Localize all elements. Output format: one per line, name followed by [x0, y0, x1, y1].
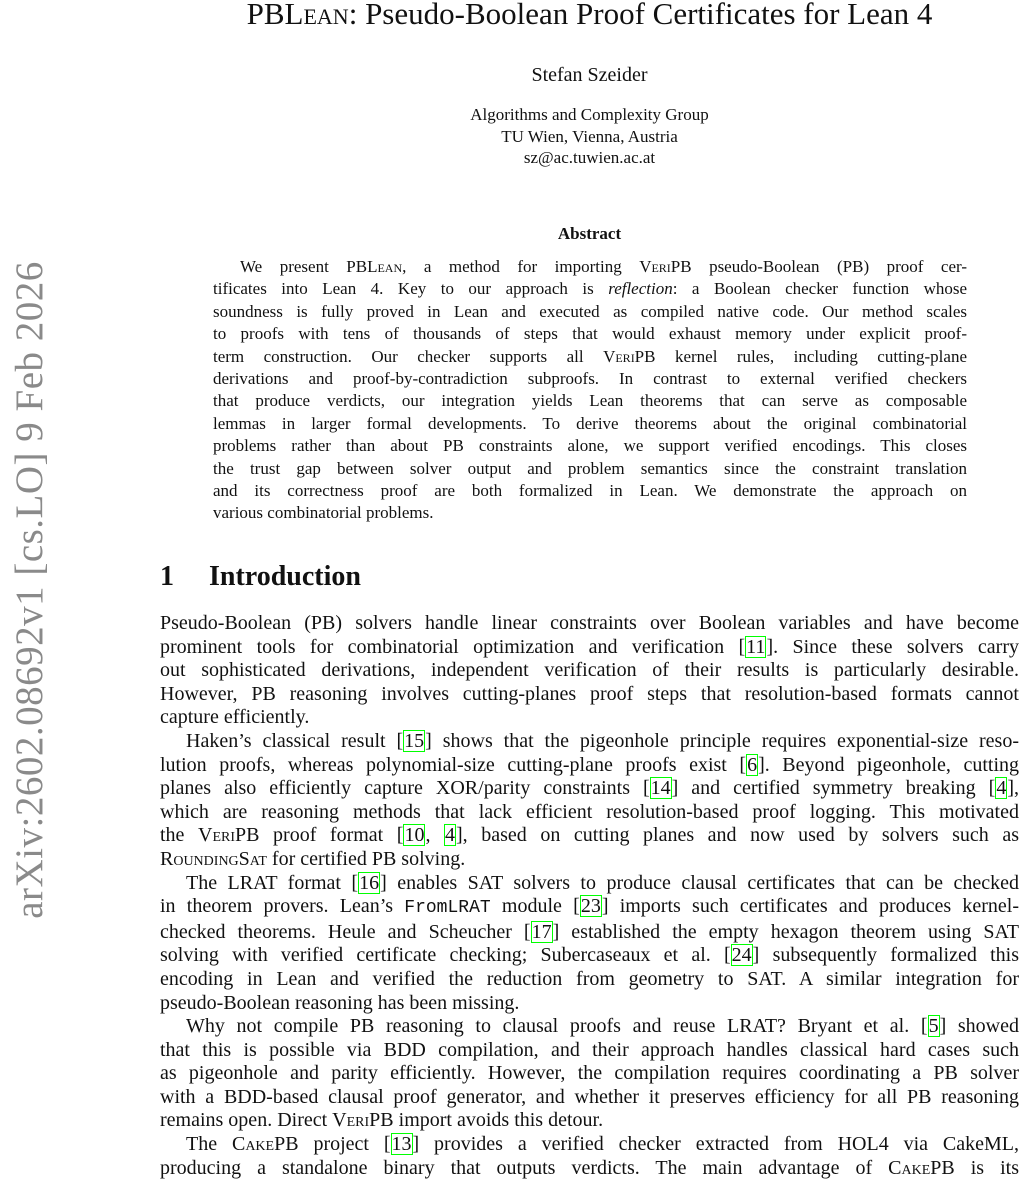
affiliation-group: Algorithms and Complexity Group — [470, 105, 709, 124]
text-run: ] subsequently formalized this — [752, 944, 1019, 967]
text-run: module [ — [490, 895, 580, 918]
text-run: remains open. Direct — [160, 1109, 333, 1132]
affiliation-institution: TU Wien, Vienna, Austria — [501, 126, 678, 146]
text-run: ] enables SAT solvers to produce clausal certificates that can be checked — [380, 871, 1019, 894]
text-run: to proofs with tens of thousands of steps that would exhaust memory under explicit proof- — [213, 324, 967, 344]
smallcaps-name: CakePB — [888, 1156, 955, 1179]
text-run: ]. Beyond pigeonhole, cutting — [758, 753, 1019, 776]
abstract-heading: Abstract — [557, 224, 622, 243]
citation-link[interactable]: 16 — [359, 871, 380, 894]
text-run: planes also efficiently capture XOR/parity constraints [ — [160, 777, 650, 800]
body-text — [160, 612, 1019, 1180]
text-line — [160, 612, 1019, 636]
paper-title — [160, 0, 1019, 32]
text-line — [160, 824, 1019, 848]
text-run: project [ — [298, 1133, 391, 1156]
text-line — [160, 777, 1019, 801]
text-run: encoding in Lean and verified the reduction from geometry to SAT. A similar integration for — [160, 967, 1019, 990]
text-run: various combinatorial problems. — [213, 503, 434, 523]
text-run: that produce verdicts, our integration yields Lean theorems that can serve as composable — [213, 391, 967, 411]
citation-link[interactable]: 10 — [404, 824, 425, 847]
text-run: prominent tools for combinatorial optimization and verification [ — [160, 635, 746, 658]
text-run: ]. Since these solvers carry — [766, 635, 1019, 658]
text-run: kernel rules, including cutting-plane — [655, 346, 967, 366]
text-run: ], — [1007, 777, 1019, 800]
title-smallcaps: Lean — [284, 0, 349, 31]
text-run: : a Boolean checker function whose — [672, 279, 968, 299]
text-line — [160, 1039, 1019, 1063]
text-run: the — [160, 824, 198, 847]
text-run: ] provides a verified checker extracted from HOL4 via CakeML, — [412, 1133, 1019, 1156]
paragraph — [160, 730, 1019, 872]
text-run: derivations and proof-by-contradiction subproofs. In contrast to external verified checkers — [213, 369, 967, 389]
title-prefix: PB — [246, 0, 285, 31]
text-run: However, PB reasoning involves cutting-planes proof steps that resolution-based formats cannot — [160, 682, 1019, 705]
text-line — [213, 390, 967, 412]
text-line — [160, 636, 1019, 660]
citation-link[interactable]: 4 — [445, 824, 456, 847]
section-title: Introduction — [209, 561, 361, 592]
text-line — [160, 872, 1019, 896]
text-line — [213, 480, 967, 502]
text-run: pseudo-Boolean reasoning has been missing. — [160, 991, 520, 1014]
citation-link[interactable]: 13 — [391, 1133, 412, 1156]
citation-link[interactable]: 23 — [580, 895, 601, 918]
text-run: producing a standalone binary that outputs verdicts. The main advantage of — [160, 1156, 889, 1179]
text-run: is its — [954, 1156, 1019, 1179]
text-run: ] imports such certificates and produces kernel- — [601, 895, 1019, 918]
smallcaps-name: CakePB — [231, 1133, 299, 1156]
text-run: that this is possible via BDD compilation, and their approach handles classical hard cases such — [160, 1038, 1019, 1061]
text-run: checked theorems. Heule and Scheucher [ — [160, 920, 531, 943]
author-email: sz@ac.tuwien.ac.at — [523, 148, 656, 167]
text-run: , — [425, 824, 445, 847]
text-line — [213, 301, 967, 323]
text-run: ] and certified symmetry breaking [ — [671, 777, 996, 800]
text-run: in theorem provers. Lean’s — [160, 895, 405, 918]
text-run: the trust gap between solver output and problem semantics since the constraint translation — [213, 458, 967, 478]
text-run: import avoids this detour. — [393, 1109, 604, 1132]
text-line — [213, 502, 967, 524]
text-run: tificates into Lean 4. Key to our approach is — [213, 279, 609, 299]
abstract-text — [213, 256, 967, 525]
emphasis: reflection — [608, 279, 673, 299]
text-line — [160, 1086, 1019, 1110]
citation-link[interactable]: 6 — [747, 753, 758, 776]
citation-link[interactable]: 11 — [746, 635, 766, 658]
text-line — [213, 256, 967, 278]
text-line — [160, 801, 1019, 825]
text-line — [160, 754, 1019, 778]
text-line — [160, 992, 1019, 1016]
citation-link[interactable]: 17 — [531, 920, 552, 943]
affiliation — [160, 104, 1019, 169]
text-run: Pseudo-Boolean (PB) solvers handle linear constraints over Boolean variables and have become — [160, 612, 1019, 634]
text-run: as pigeonhole and parity efficiently. However, the compilation requires coordinating a PB solver — [160, 1062, 1019, 1085]
citation-link[interactable]: 14 — [650, 777, 671, 800]
text-run: term construction. Our checker supports all — [213, 346, 604, 366]
text-line — [160, 683, 1019, 707]
code-name: FromLRAT — [404, 898, 491, 919]
text-line — [160, 659, 1019, 683]
text-run: ] established the empty hexagon theorem using SAT — [552, 920, 1019, 943]
text-run: ] showed — [939, 1015, 1019, 1038]
text-run: for certified PB solving. — [266, 847, 466, 870]
smallcaps-name: VeriPB — [332, 1109, 394, 1132]
text-run: ] shows that the pigeonhole principle requires exponential-size reso- — [425, 729, 1019, 752]
text-run: proof format [ — [259, 824, 404, 847]
text-line — [160, 706, 1019, 730]
text-run: lution proofs, whereas polynomial-size cutting-plane proofs exist [ — [160, 753, 747, 776]
citation-link[interactable]: 15 — [404, 729, 425, 752]
paragraph — [160, 1015, 1019, 1133]
text-run: solving with verified certificate checking; Subercaseaux et al. [ — [160, 944, 731, 967]
text-run: pseudo-Boolean (PB) proof cer- — [691, 257, 967, 276]
text-run: We present PB — [240, 257, 368, 276]
section-heading — [160, 560, 361, 594]
paragraph — [160, 1133, 1019, 1180]
text-run: Haken’s classical result [ — [186, 729, 404, 752]
text-line — [160, 730, 1019, 754]
text-run: and its correctness proof are both formalized in Lean. We demonstrate the approach on — [213, 481, 967, 501]
text-run: soundness is fully proved in Lean and executed as compiled native code. Our method scales — [213, 301, 967, 321]
text-line — [160, 895, 1019, 921]
title-rest: : Pseudo-Boolean Proof Certificates for Lean 4 — [348, 0, 933, 31]
text-line — [213, 458, 967, 480]
text-run: which are reasoning methods that lack efficient resolution-based proof logging. This motivated — [160, 800, 1019, 823]
text-line — [160, 968, 1019, 992]
text-run: The LRAT format [ — [186, 871, 359, 894]
text-line — [160, 921, 1019, 945]
text-line — [213, 435, 967, 457]
text-run: lemmas in larger formal developments. To derive theorems about the original combinatorial — [213, 413, 967, 433]
text-line — [213, 323, 967, 345]
smallcaps-name: RoundingSat — [160, 847, 267, 870]
citation-link[interactable]: 24 — [731, 944, 752, 967]
arxiv-identifier: arXiv:2602.08692v1 [cs.LO] 9 Feb 2026 — [8, 261, 51, 919]
text-line — [160, 1015, 1019, 1039]
text-line — [160, 1133, 1019, 1157]
text-run: problems rather than about PB constraints alone, we support verified encodings. This closes — [213, 436, 967, 456]
text-run: The — [186, 1133, 232, 1156]
text-line — [213, 278, 967, 300]
text-run: out sophisticated derivations, independent verification of their results is particularly desirable. — [160, 659, 1019, 682]
text-line — [160, 1109, 1019, 1133]
text-run: with a BDD-based clausal proof generator, and whether it preserves efficiency for all PB reasoning — [160, 1085, 1019, 1108]
smallcaps-name: VeriPB — [639, 257, 692, 276]
text-line — [160, 944, 1019, 968]
smallcaps-name: VeriPB — [603, 346, 656, 366]
paragraph — [160, 872, 1019, 1016]
smallcaps-name: VeriPB — [198, 824, 260, 847]
text-line — [213, 413, 967, 435]
paragraph — [160, 612, 1019, 730]
text-run: capture efficiently. — [160, 706, 310, 729]
text-line — [160, 1062, 1019, 1086]
smallcaps-name: Lean — [367, 257, 403, 276]
section-number: 1 — [160, 561, 174, 592]
text-run: , a method for importing — [402, 257, 640, 276]
text-line — [160, 1157, 1019, 1181]
author-name: Stefan Szeider — [531, 64, 648, 86]
text-line — [213, 368, 967, 390]
text-line — [213, 346, 967, 368]
citation-link[interactable]: 5 — [928, 1015, 939, 1038]
citation-link[interactable]: 4 — [996, 777, 1007, 800]
text-run: ], based on cutting planes and now used by solvers such as — [456, 824, 1019, 847]
text-run: Why not compile PB reasoning to clausal proofs and reuse LRAT? Bryant et al. [ — [186, 1015, 928, 1038]
text-line — [160, 848, 1019, 872]
